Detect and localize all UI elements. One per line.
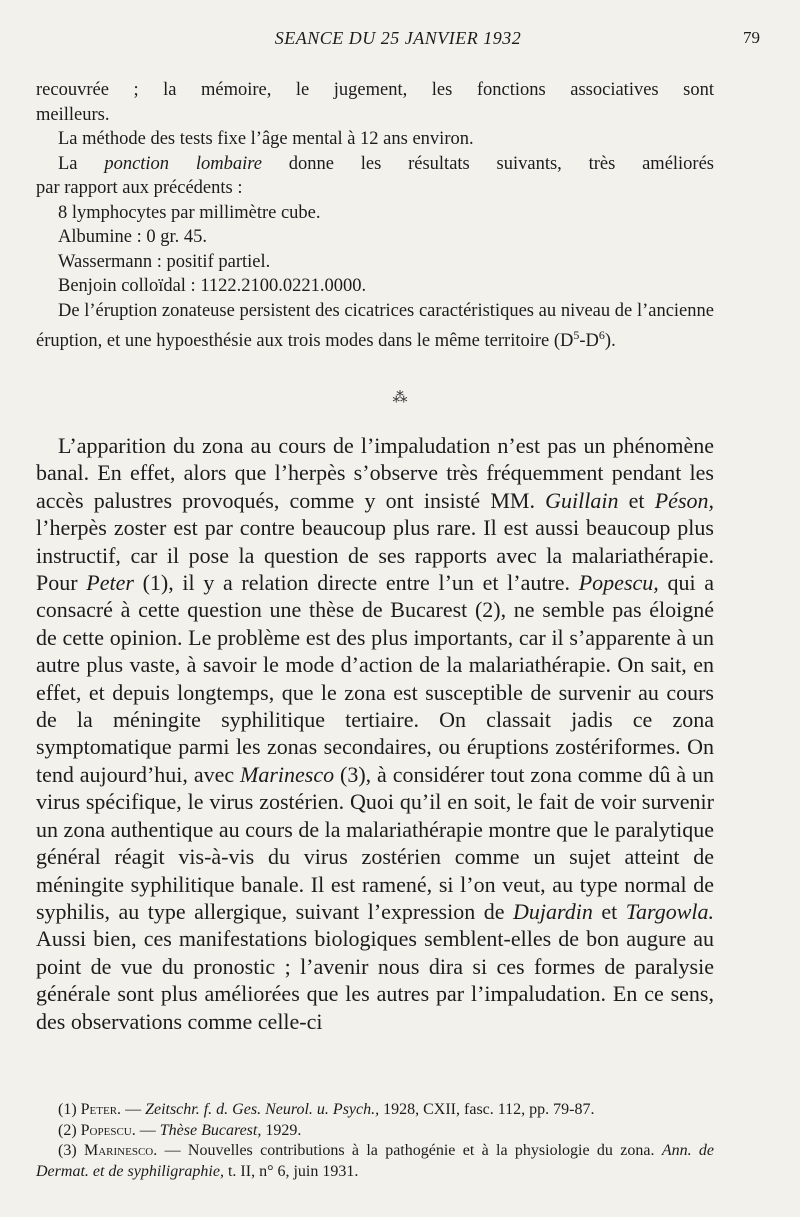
text-run: t. II, n° 6, juin 1931. [223, 1162, 359, 1180]
summary-line: meilleurs. [36, 104, 110, 125]
ponction-paragraph [36, 152, 714, 177]
footnote [36, 1141, 714, 1182]
result-line: 8 lymphocytes par millimètre cube. [58, 202, 321, 223]
text-run: donne les résultats suivants, très améliorés [261, 153, 715, 174]
running-title: SEANCE DU 25 JANVIER 1932 [274, 28, 522, 48]
page-number: 79 [743, 28, 760, 47]
footnotes [36, 1100, 714, 1182]
section-divider: ⁂ [392, 388, 408, 406]
result-line: Albumine : 0 gr. 45. [58, 227, 208, 247]
text-run: De l’éruption zonateuse persistent des cicatrices caractéristiques au niveau de l’ancienne éruption, et une hypoesthésie aux trois modes dans le même territoire (D [36, 300, 714, 352]
author-name: Peter [86, 570, 134, 596]
footnote-author: Marinesco. [84, 1142, 158, 1159]
superscript: 5 [573, 328, 580, 342]
author-name: Guillain [545, 487, 619, 513]
ponction-line2: par rapport aux précédents : [36, 178, 243, 198]
text-run: ). [604, 331, 616, 352]
author-name: Marinesco [240, 761, 335, 787]
text-run: 1928, CXII, fasc. 112, pp. 79-87. [379, 1101, 595, 1118]
discussion-paragraph [36, 432, 714, 1035]
discussion-text [36, 432, 714, 1035]
author-name: Péson, [654, 487, 714, 513]
footnote [36, 1100, 714, 1121]
result-line: Wassermann : positif partiel. [58, 251, 271, 272]
superscript: 6 [598, 328, 605, 342]
footnote-author: Popescu. [80, 1121, 136, 1139]
text-run: et [592, 898, 626, 924]
lab-results [58, 201, 714, 299]
footnote-author: Peter. [80, 1101, 122, 1118]
text-run: — [121, 1101, 146, 1118]
text-run: Aussi bien, ces manifestations biologiques semblent-elles de bon augure au point de vue du pronostic ; l’avenir nous dira si ces formes de paralysie générale sont plus améliorées que les autres par l’impaludation. En ce sens, des observations comme celle-ci [36, 926, 714, 1034]
text-run: qui a consacré à cette question une thèse de Bucarest (2), ne semble pas éloigné de cette opinion. Le problème est des plus importants, car il s’apparente à un autre plus vaste, à savoir le mode d’action de la malariathérapie. On sait, en effet, et depuis longtemps, que le zona est susceptible de survenir au cours de la méningite syphilitique tertiaire. On classait jadis ce zona symptomatique parmi les zonas secondaires, ou éruptions zostériformes. On tend aujourd’hui, avec [36, 570, 714, 787]
text-run: L’apparition du zona au cours de l’impaludation n’est pas un phénomène banal. En effet, alors que l’herpès s’observe très fréquemment pendant les accès palustres provoqués, comme y ont insisté MM. [36, 433, 714, 513]
running-header [36, 28, 760, 52]
footnote-mark: (2) [58, 1121, 77, 1139]
result-line: Benjoin colloïdal : 1122.2100.0221.0000. [58, 276, 367, 296]
text-run: et [618, 487, 655, 513]
text-run: (3), à considérer tout zona comme dû à un virus spécifique, le virus zostérien. Quoi qu’il en soit, le fait de voir survenir un zona authentique au cours de la malariathérapie montre que le paralytique général réagit vis-à-vis du virus zostérien comme un sujet atteint de méningite syphilitique banale. Il est ramené, si l’on veut, au type normal de syphilis, au type allergique, suivant l’expression de [36, 761, 715, 924]
text-run: La [58, 153, 105, 174]
case-summary [36, 78, 714, 354]
text-run: Nouvelles contributions à la pathogénie et à la physiologie du zona. [187, 1142, 662, 1159]
summary-line: recouvrée ; la mémoire, le jugement, les fonctions associatives sont [36, 80, 714, 100]
text-run: 1929. [261, 1121, 302, 1139]
footnote-work: Ann. de Dermat. et de syphiligraphie, [36, 1142, 715, 1180]
text-run: (1), il y a relation directe entre l’un et l’autre. [133, 570, 579, 596]
emphasis: ponction lombaire [104, 153, 262, 174]
author-name: Targowla. [625, 898, 714, 924]
author-name: Popescu, [578, 570, 659, 596]
footnote [36, 1121, 714, 1142]
author-name: Dujardin [513, 898, 593, 924]
footnote-work: Zeitschr. f. d. Ges. Neurol. u. Psych., [145, 1101, 380, 1118]
text-run: l’herpès zoster est par contre beaucoup plus rare. Il est aussi beaucoup plus instructif, car il pose la question de ses rapports avec la malariathérapie. Pour [36, 515, 714, 596]
text-run: — [157, 1142, 188, 1159]
text-run: -D [579, 331, 599, 352]
text-run: — [135, 1121, 160, 1139]
eruption-paragraph [36, 299, 714, 354]
tests-paragraph: La méthode des tests fixe l’âge mental à 12 ans environ. [58, 129, 474, 149]
footnote-work: Thèse Bucarest, [159, 1121, 262, 1139]
footnote-mark: (1) [58, 1101, 77, 1118]
footnote-mark: (3) [58, 1142, 77, 1159]
